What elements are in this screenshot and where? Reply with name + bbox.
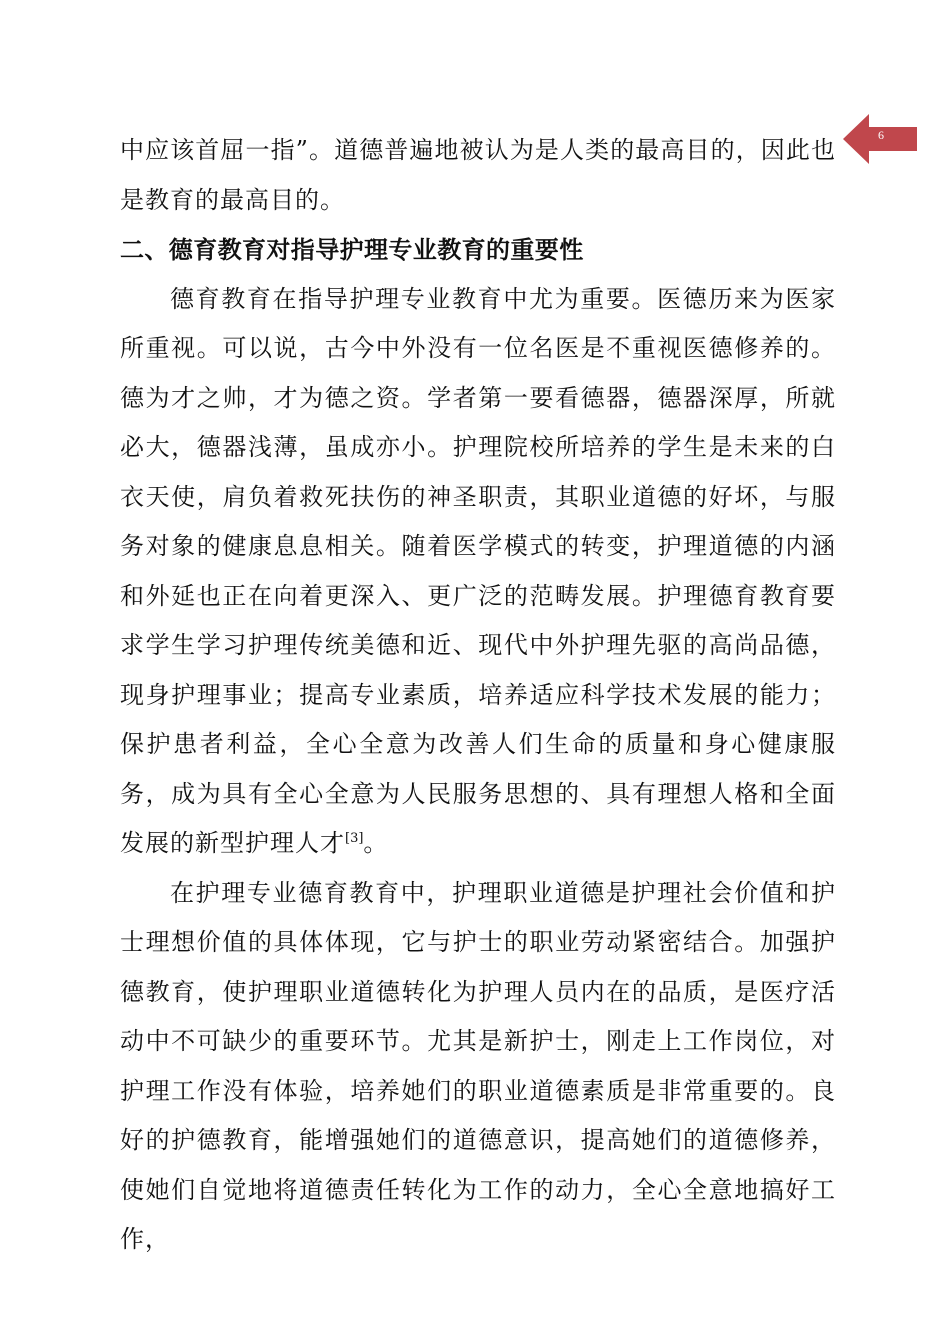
- paragraph-1-end: 。: [363, 829, 389, 857]
- document-body: [120, 126, 836, 1265]
- continuation-paragraph: 中应该首屈一指”。道德普遍地被认为是人类的最高目的，因此也是教育的最高目的。: [120, 136, 836, 214]
- page-number: 6: [878, 128, 884, 142]
- paragraph-2: 在护理专业德育教育中，护理职业道德是护理社会价值和护士理想价值的具体体现，它与护士的职业劳动紧密结合。加强护德教育，使护理职业道德转化为护理人员内在的品质，是医疗活动中不可缺少的重要环节。尤其是新护士，刚走上工作岗位，对护理工作没有体验，培养她们的职业道德素质是非常重要的。良好的护德教育，能增强她们的道德意识，提高她们的道德修养，使她们自觉地将道德责任转化为工作的动力，全心全意地搞好工作，: [120, 878, 836, 1253]
- section-heading: 二、德育教育对指导护理专业教育的重要性: [120, 235, 584, 264]
- citation-marker: [3]: [345, 831, 364, 846]
- paragraph-1-text: 德育教育在指导护理专业教育中尤为重要。医德历来为医家所重视。可以说，古今中外没有一位名医是不重视医德修养的。德为才之帅，才为德之资。学者第一要看德器，德器深厚，所就必大，德器浅薄，虽成亦小。护理院校所培养的学生是未来的白衣天使，肩负着救死扶伤的神圣职责，其职业道德的好坏，与服务对象的健康息息相关。随着医学模式的转变，护理道德的内涵和外延也正在向着更深入、更广泛的范畴发展。护理德育教育要求学生学习护理传统美德和近、现代中外护理先驱的高尚品德，现身护理事业；提高专业素质，培养适应科学技术发展的能力；保护患者利益，全心全意为改善人们生命的质量和身心健康服务，成为具有全心全意为人民服务思想的、具有理想人格和全面发展的新型护理人才: [120, 284, 836, 857]
- paragraph-1: [120, 275, 836, 869]
